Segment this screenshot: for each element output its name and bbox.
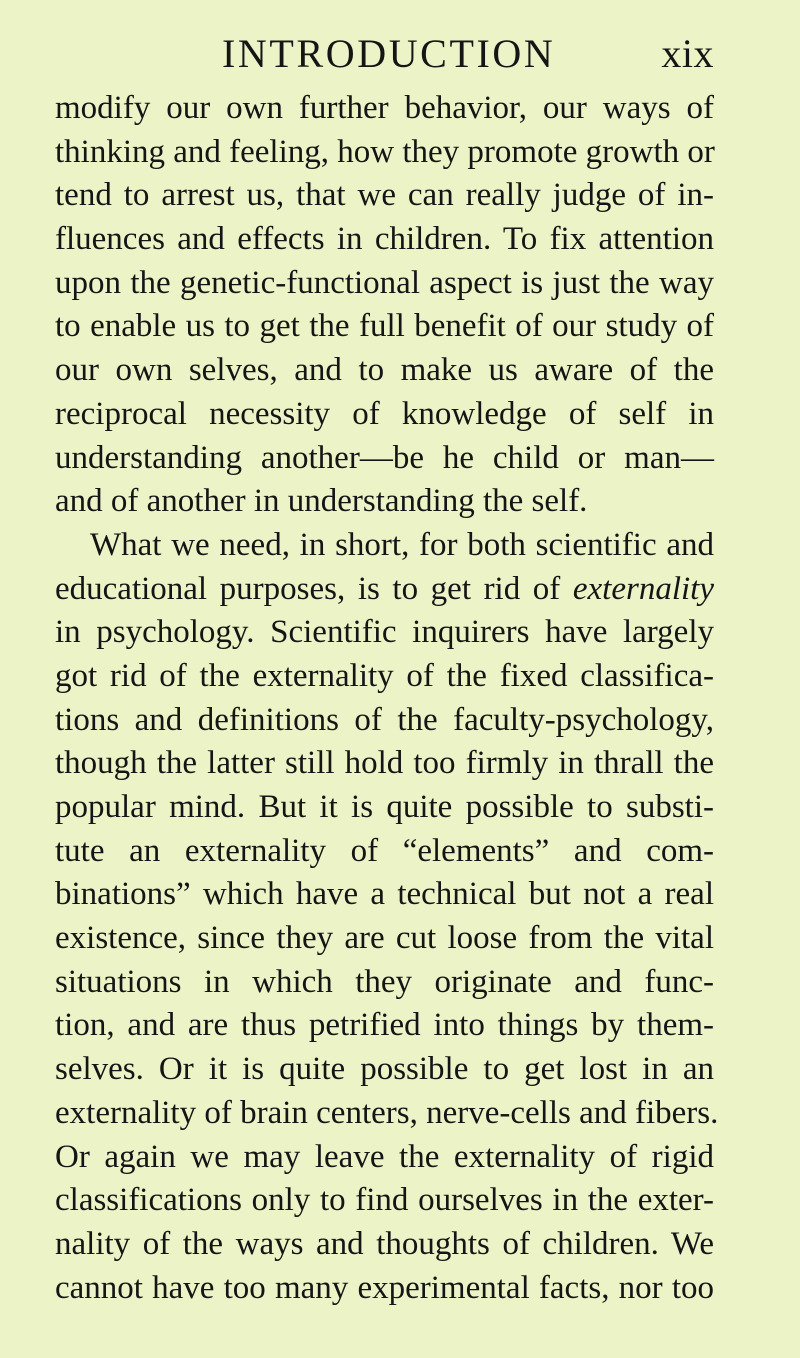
text-line-25: Or again we may leave the externality of rigid	[55, 1138, 714, 1175]
text-line-18: tute an externality of “elements” and com-	[55, 832, 714, 869]
text-line-9: understanding another—be he child or man—	[55, 439, 714, 476]
text-line-1: modify our own further behavior, our ways of	[55, 90, 714, 126]
body-text	[55, 87, 719, 1310]
text-line-17: popular mind. But it is quite possible to substi-	[55, 789, 714, 825]
page-number: xix	[661, 31, 714, 76]
text-line-7: our own selves, and to make us aware of the	[55, 352, 714, 389]
text-line-19: binations” which have a technical but not a real	[55, 876, 714, 913]
text-line-4: fluences and effects in children. To fix attention	[55, 221, 714, 258]
text-line-23: selves. Or it is quite possible to get lost in an	[55, 1051, 714, 1088]
text-line-5: upon the genetic-functional aspect is just the way	[55, 264, 714, 301]
italic-emphasis: externality	[572, 570, 714, 607]
running-head	[0, 26, 800, 82]
text-line-13: in psychology. Scientific inquirers have largely	[55, 614, 714, 651]
text-line-2: thinking and feeling, how they promote growth or	[55, 133, 715, 170]
chapter-title: INTRODUCTION	[222, 31, 556, 76]
text-line-20: existence, since they are cut loose from the vital	[55, 920, 714, 957]
text-line-28: cannot have too many experimental facts, nor too	[55, 1269, 714, 1306]
text-line-15: tions and definitions of the faculty-psychology,	[55, 701, 714, 738]
text-line-14: got rid of the externality of the fixed classifica-	[55, 657, 714, 694]
text-line-10: and of another in understanding the self.	[55, 483, 588, 520]
text-line-6: to enable us to get the full benefit of our study of	[55, 308, 714, 345]
text-line-22: tion, and are thus petrified into things by them-	[55, 1007, 714, 1044]
text-line-27: nality of the ways and thoughts of children. We	[55, 1225, 714, 1262]
text-line-24: externality of brain centers, nerve-cells and fibers.	[55, 1094, 719, 1131]
text-line-11	[55, 524, 714, 568]
text-line-3: tend to arrest us, that we can really judge of in-	[55, 177, 714, 214]
text-line-16: though the latter still hold too firmly in thrall the	[55, 745, 714, 782]
text-line-8: reciprocal necessity of knowledge of self in	[55, 395, 714, 432]
text-line-11-text: What we need, in short, for both scientific and	[90, 526, 714, 563]
text-line-12-roman: educational purposes, is to get rid of	[55, 570, 573, 607]
text-line-12	[55, 568, 714, 612]
text-line-21: situations in which they originate and func-	[55, 963, 714, 1000]
text-line-26: classifications only to find ourselves in the exter-	[55, 1182, 714, 1219]
